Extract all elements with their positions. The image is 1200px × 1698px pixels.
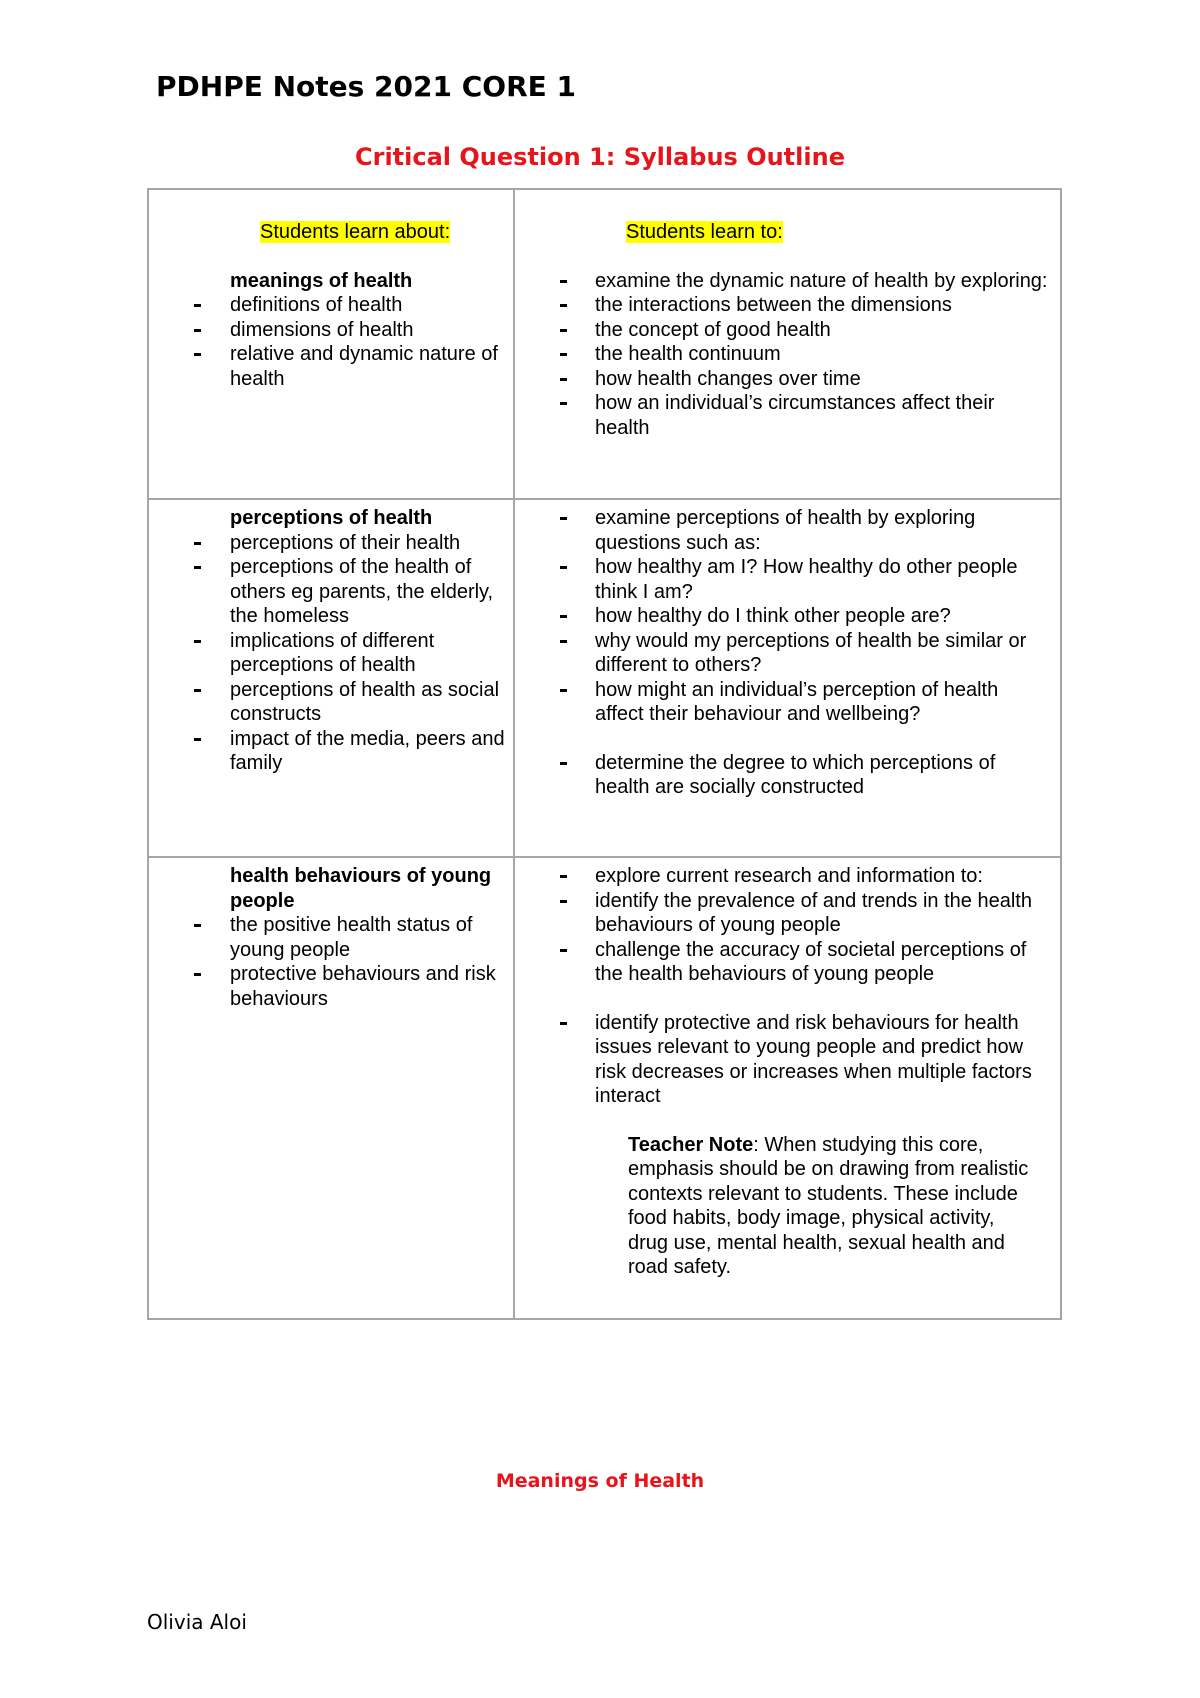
table-cell-learn-about xyxy=(148,499,514,857)
table-cell-learn-about xyxy=(148,189,514,499)
list-item: how healthy do I think other people are? xyxy=(515,604,1060,629)
table-cell-learn-to xyxy=(514,857,1061,1319)
list-item: examine perceptions of health by exploring questions such as: xyxy=(515,506,1060,555)
list-item: how health changes over time xyxy=(515,367,1060,392)
teacher-note-text: : When studying this core, emphasis should be on drawing from realistic contexts relevant to students. These include food habits, body image, physical activity, drug use, mental health, sexual health and road safety. xyxy=(628,1133,1029,1278)
meanings-of-health-heading: Meanings of Health xyxy=(495,1470,705,1492)
teacher-note-label: Teacher Note xyxy=(628,1133,754,1156)
list-item: protective behaviours and risk behaviours xyxy=(149,962,513,1011)
list-item: impact of the media, peers and family xyxy=(149,727,513,776)
list-item: determine the degree to which perceptions of health are socially constructed xyxy=(515,751,1060,800)
table-cell-learn-to xyxy=(514,189,1061,499)
list-item: explore current research and information to: xyxy=(515,864,1060,889)
list-item: why would my perceptions of health be similar or different to others? xyxy=(515,629,1060,678)
list-item: examine the dynamic nature of health by exploring: xyxy=(515,269,1060,294)
list-item: perceptions of their health xyxy=(149,531,513,556)
table-row xyxy=(148,857,1061,1319)
topic-heading: perceptions of health xyxy=(230,507,433,529)
list-item: the positive health status of young people xyxy=(149,913,513,962)
list-item: identify protective and risk behaviours for health issues relevant to young people and predict how risk decreases or increases when multiple factors interact xyxy=(515,1011,1060,1109)
list-item: how might an individual’s perception of health affect their behaviour and wellbeing? xyxy=(515,678,1060,727)
topic-heading: meanings of health xyxy=(230,269,413,292)
column-header-learn-about: Students learn about: xyxy=(260,221,451,243)
table-cell-learn-to xyxy=(514,499,1061,857)
list-item: the interactions between the dimensions xyxy=(515,293,1060,318)
document-title: PDHPE Notes 2021 CORE 1 xyxy=(156,70,576,103)
list-item: identify the prevalence of and trends in the health behaviours of young people xyxy=(515,889,1060,938)
column-header-learn-to: Students learn to: xyxy=(626,221,783,243)
list-item: the concept of good health xyxy=(515,318,1060,343)
table-cell-learn-about xyxy=(148,857,514,1319)
list-item: definitions of health xyxy=(149,293,513,318)
syllabus-table xyxy=(147,188,1062,1320)
table-row xyxy=(148,499,1061,857)
teacher-note xyxy=(628,1133,1060,1280)
list-item: perceptions of health as social constructs xyxy=(149,678,513,727)
list-item: how an individual’s circumstances affect their health xyxy=(515,391,1060,440)
list-item: dimensions of health xyxy=(149,318,513,343)
topic-heading: health behaviours of young people xyxy=(230,865,492,912)
list-item: perceptions of the health of others eg parents, the elderly, the homeless xyxy=(149,555,513,629)
list-item: challenge the accuracy of societal perceptions of the health behaviours of young people xyxy=(515,938,1060,987)
list-item: implications of different perceptions of health xyxy=(149,629,513,678)
section-title: Critical Question 1: Syllabus Outline xyxy=(355,143,845,171)
list-item: the health continuum xyxy=(515,342,1060,367)
table-row xyxy=(148,189,1061,499)
list-item: relative and dynamic nature of health xyxy=(149,342,513,391)
footer-author: Olivia Aloi xyxy=(147,1610,247,1634)
list-item: how healthy am I? How healthy do other people think I am? xyxy=(515,555,1060,604)
